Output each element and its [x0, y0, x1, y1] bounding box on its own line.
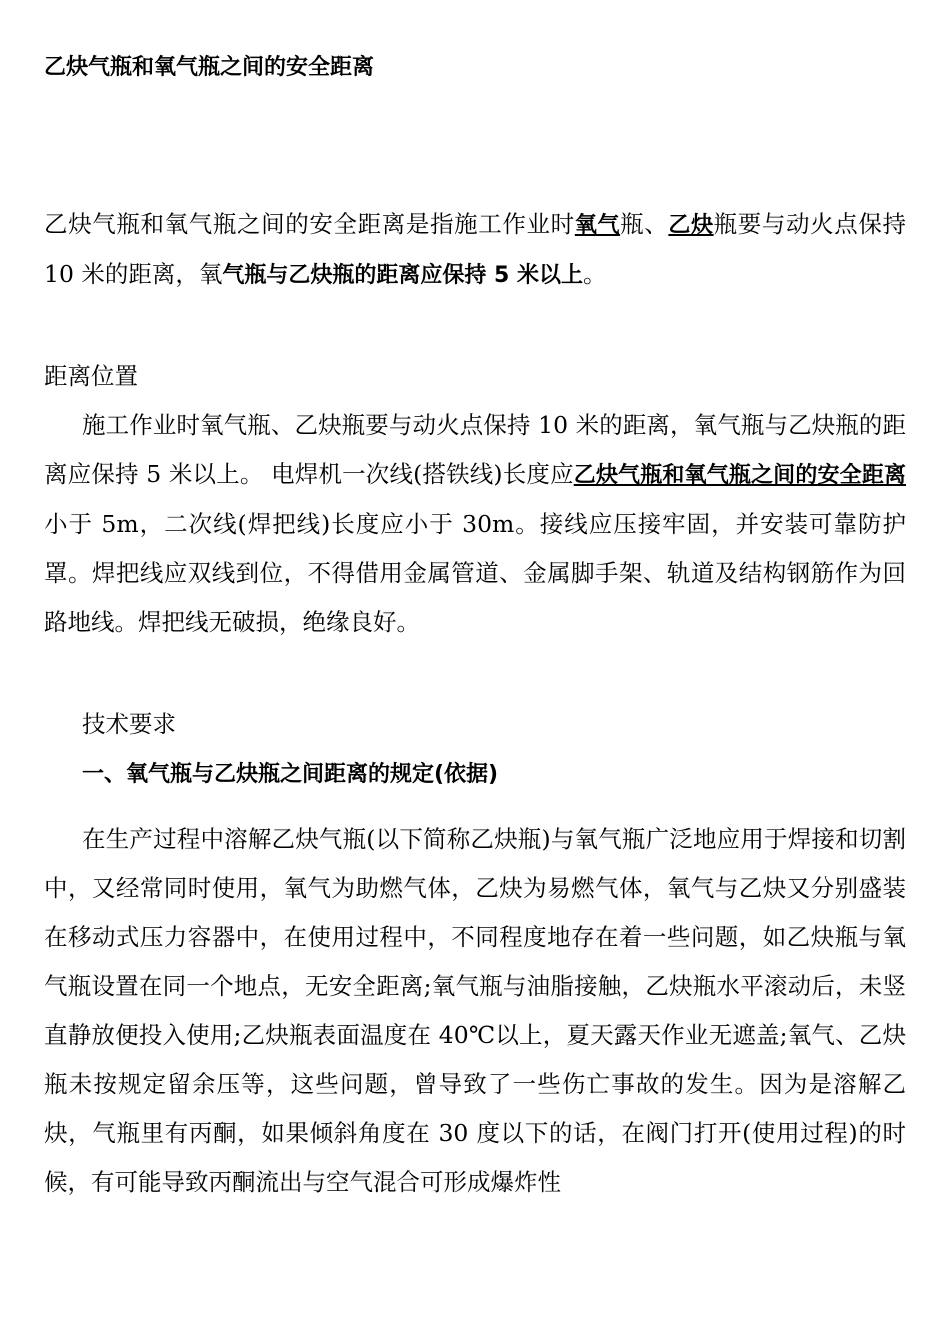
distance-paragraph	[44, 401, 906, 647]
document-title: 乙炔气瓶和氧气瓶之间的安全距离	[44, 55, 375, 80]
intro-paragraph	[44, 200, 906, 300]
safety-distance-link[interactable]: 乙炔气瓶和氧气瓶之间的安全距离	[573, 463, 906, 488]
distance-text-2: 小于 5m，二次线(焊把线)长度应小于 30m。接线应压接牢固，并安装可靠防护罩。焊把线应双线到位，不得借用金属管道、金属脚手架、轨道及结构钢筋作为回路地线。焊把线无破损，绝缘良好。	[44, 510, 906, 636]
intro-text-1: 乙炔气瓶和氧气瓶之间的安全距离是指施工作业时	[44, 210, 575, 238]
tech-heading: 技术要求	[82, 710, 176, 738]
distance-text-1: 施工作业时氧气瓶、乙炔瓶要与动火点保持 10 米的距离，氧气瓶与乙炔瓶的距离应保持 5 米以上。 电焊机一次线(搭铁线)长度应	[44, 411, 906, 488]
intro-bold-text: 气瓶与乙炔瓶的距离应保持 5 米以上	[222, 263, 584, 288]
intro-text-4: 。	[583, 260, 607, 288]
intro-text-2: 瓶、	[620, 210, 669, 238]
oxygen-link[interactable]: 氧气	[574, 213, 621, 238]
tech-paragraph: 在生产过程中溶解乙炔气瓶(以下简称乙炔瓶)与氧气瓶广泛地应用于焊接和切割中，又经常同时使用，氧气为助燃气体，乙炔为易燃气体，氧气与乙炔又分别盛装在移动式压力容器中，在使用过程中，不同程度地存在着一些问题，如乙炔瓶与氧气瓶设置在同一个地点，无安全距离;氧气瓶与油脂接触，乙炔瓶水平滚动后，未竖直静放便投入使用;乙炔瓶表面温度在 40℃以上，夏天露天作业无遮盖;氧气、乙炔瓶未按规定留余压等，这些问题，曾导致了一些伤亡事故的发生。因为是溶解乙炔，气瓶里有丙酮，如果倾斜角度在 30 度以下的话，在阀门打开(使用过程)的时候，有可能导致丙酮流出与空气混合可形成爆炸性	[44, 825, 906, 1196]
intro-text-3: 瓶要与动火点保持 10 米的距离，氧	[44, 210, 907, 288]
acetylene-link[interactable]: 乙炔	[668, 213, 714, 238]
distance-heading: 距离位置	[44, 362, 138, 390]
tech-subheading: 一、氧气瓶与乙炔瓶之间距离的规定(依据)	[82, 762, 499, 787]
